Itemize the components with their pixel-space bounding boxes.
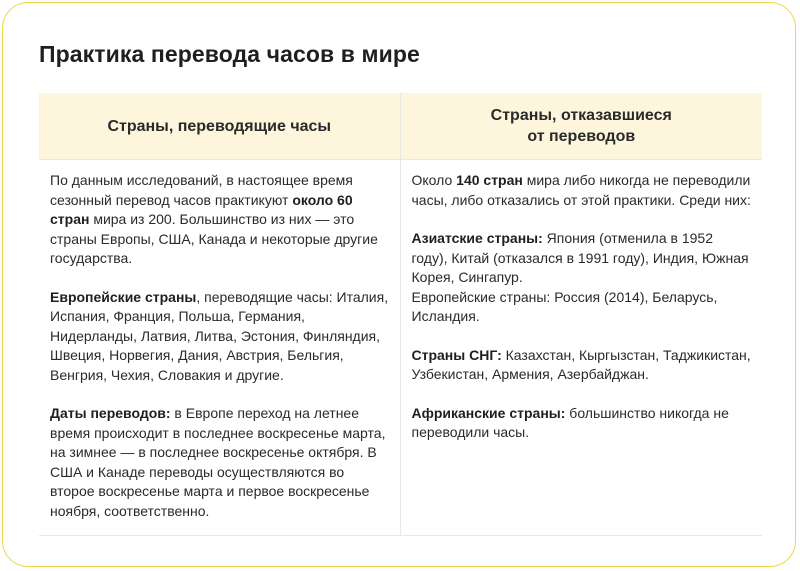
info-card: [2, 2, 796, 567]
cell-observing: [39, 160, 400, 536]
text: в Европе переход на летнее время происходит в последнее воскресенье марта, на зимнее — в последнее воскресенье октября. В США и Канаде переводы осуществляются во второе воскресенье марта и первое воскресенье ноября, соответственно.: [50, 405, 386, 519]
column-header-observing-label: Страны, переводящие часы: [107, 117, 332, 135]
column-header-abandoned: [400, 93, 762, 160]
label-dates: Даты переводов:: [50, 405, 171, 421]
text: , переводящие часы: Италия, Испания, Франция, Польша, Германия, Нидерланды, Латвия, Литва, Эстония, Финляндия, Швеция, Норвегия, Дания, Австрия, Бельгия, Венгрия, Чехия, Словакия и другие.: [50, 288, 389, 383]
text: Около: [411, 172, 457, 188]
text: Япония (отменила в 1952 году), Китай (отказался в 1991 году), Индия, Южная Корея, Сингапур.: [411, 230, 749, 285]
paragraph-african: [412, 404, 753, 443]
table-header-row: [39, 93, 762, 160]
paragraph-asian: [412, 229, 753, 327]
page-title: Практика перевода часов в мире: [39, 41, 420, 67]
text-european: Европейские страны: Россия (2014), Беларусь, Исландия.: [411, 288, 718, 324]
text: По данным исследований, в настоящее время сезонный перевод часов практикуют: [50, 172, 353, 208]
column-header-abandoned-line1: Страны, отказавшиеся: [490, 107, 672, 124]
paragraph-cis: [412, 346, 753, 385]
table-row: [39, 160, 762, 536]
cell-abandoned: [400, 160, 762, 536]
text: большинство никогда не переводили часы.: [411, 404, 729, 440]
highlight-count: 140 стран: [456, 172, 523, 188]
label-cis: Страны СНГ:: [411, 346, 502, 363]
label-european: Европейские страны: [50, 288, 197, 305]
column-header-abandoned-line2: от переводов: [527, 128, 636, 145]
paragraph-dates: [50, 404, 390, 521]
column-header-observing: [39, 93, 400, 160]
text: мира либо никогда не переводили часы, либо отказались от этой практики. Среди них:: [411, 172, 751, 208]
paragraph-european: [50, 288, 390, 386]
highlight-count: около 60 стран: [50, 191, 353, 227]
paragraph-overview: [50, 171, 390, 269]
text: Казахстан, Кыргызстан, Таджикистан, Узбекистан, Армения, Азербайджан.: [411, 346, 751, 382]
paragraph-overview: [412, 171, 753, 210]
dst-table: [39, 93, 762, 536]
text: мира из 200. Большинство из них — это страны Европы, США, Канада и некоторые другие государства.: [50, 211, 378, 266]
label-asian: Азиатские страны:: [411, 230, 543, 246]
label-african: Африканские страны:: [411, 404, 566, 421]
